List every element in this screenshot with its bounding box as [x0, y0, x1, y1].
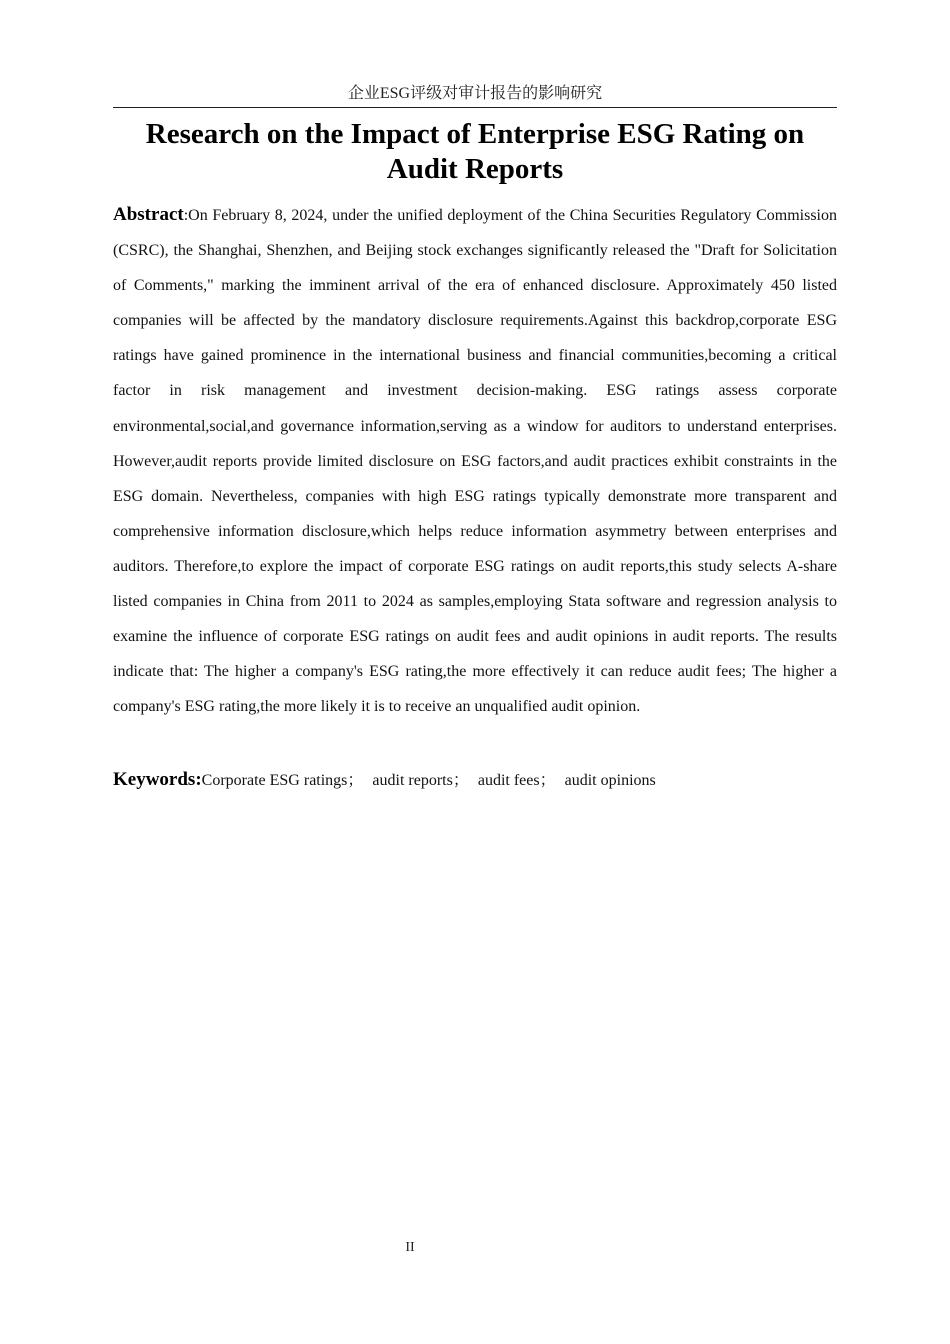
abstract-paragraph	[113, 197, 837, 724]
paper-title	[113, 117, 837, 187]
keyword-item: Corporate ESG ratings	[201, 772, 348, 789]
keywords-label: Keywords:	[113, 769, 202, 790]
keywords-line	[113, 766, 837, 795]
keyword-item: audit fees	[477, 772, 540, 789]
running-header: 企业ESG评级对审计报告的影响研究	[347, 85, 603, 102]
abstract-separator: :	[183, 207, 189, 224]
abstract-text: On February 8, 2024, under the unified deployment of the China Securities Regulatory Commission (CSRC), the Shanghai, Shenzhen, and Beijing stock exchanges significantly released the "Draft for Solicitation of Comments," marking the imminent arrival of the era of enhanced disclosure. Approximately 450 listed companies will be affected by the mandatory disclosure requirements.Against this backdrop,corporate ESG ratings have gained prominence in the international business and financial communities,becoming a critical factor in risk management and investment decision-making. ESG ratings assess corporate environmental,social,and governance information,serving as a window for auditors to understand enterprises. However,audit reports provide limited disclosure on ESG factors,and audit practices exhibit constraints in the ESG domain. Nevertheless, companies with high ESG ratings typically demonstrate more transparent and comprehensive information disclosure,which helps reduce information asymmetry between enterprises and auditors. Therefore,to explore the impact of corporate ESG ratings on audit reports,this study selects A-share listed companies in China from 2011 to 2024 as samples,employing Stata software and regression analysis to examine the influence of corporate ESG ratings on audit fees and audit opinions in audit reports. The results indicate that: The higher a company's ESG rating,the more effectively it can reduce audit fees; The higher a company's ESG rating,the more likely it is to receive an unqualified audit opinion.	[113, 207, 837, 716]
keyword-separator: ；	[452, 772, 469, 789]
keyword-item: audit opinions	[564, 772, 656, 789]
paper-title-line-1: Research on the Impact of Enterprise ESG Rating on	[145, 118, 805, 150]
keyword-separator: ；	[539, 772, 556, 789]
abstract-label: Abstract	[113, 204, 184, 225]
keyword-item: audit reports	[372, 772, 453, 789]
header-divider	[113, 107, 837, 108]
paper-title-line-2: Audit Reports	[386, 153, 564, 185]
page-number: II	[405, 1240, 415, 1255]
keyword-separator: ；	[347, 772, 364, 789]
